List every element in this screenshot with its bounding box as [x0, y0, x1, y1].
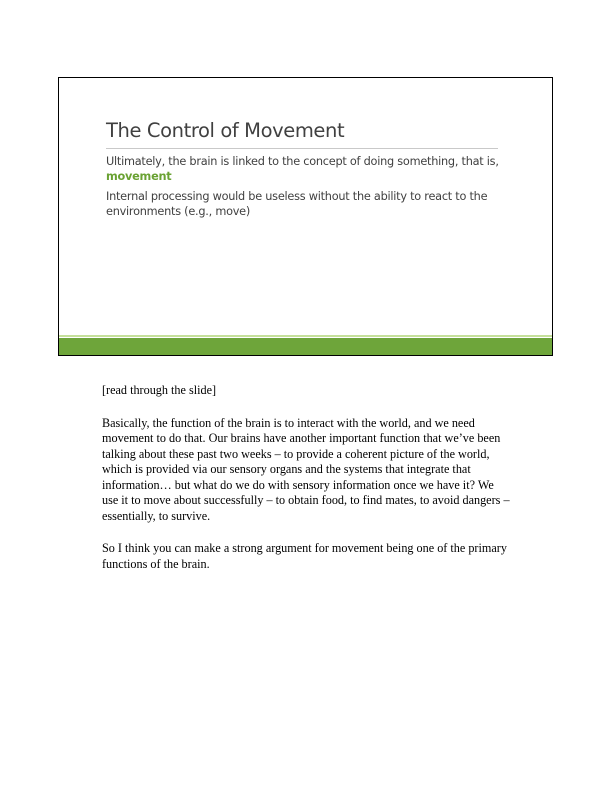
title-divider	[106, 148, 498, 149]
slide-title: The Control of Movement	[106, 119, 345, 142]
slide-bullet-highlight: movement	[106, 169, 172, 183]
slide-footer-accent-line	[59, 335, 552, 337]
slide-footer-bar	[59, 338, 552, 356]
slide-thumbnail	[58, 77, 553, 356]
notes-paragraph: So I think you can make a strong argument for movement being one of the primary functions of the brain.	[102, 541, 507, 571]
slide-bullet-text: Internal processing would be useless without the ability to react to the environments (e.g., move)	[106, 190, 488, 218]
slide-body	[106, 155, 511, 225]
speaker-notes	[102, 383, 512, 572]
notes-paragraph: [read through the slide]	[102, 383, 217, 397]
slide-bullet-text: Ultimately, the brain is linked to the concept of doing something, that is,	[106, 155, 499, 168]
slide-bullet	[106, 155, 511, 184]
notes-paragraph: Basically, the function of the brain is to interact with the world, and we need movement to do that. Our brains have another important function that we’ve been talking about these past two weeks – to provide a coherent picture of the world, which is provided via our sensory organs and the systems that integrate that information… but what do we do with sensory information once we have it? We use it to move about successfully – to obtain food, to find mates, to avoid dangers – essentially, to survive.	[102, 415, 510, 523]
slide-bullet	[106, 190, 511, 219]
